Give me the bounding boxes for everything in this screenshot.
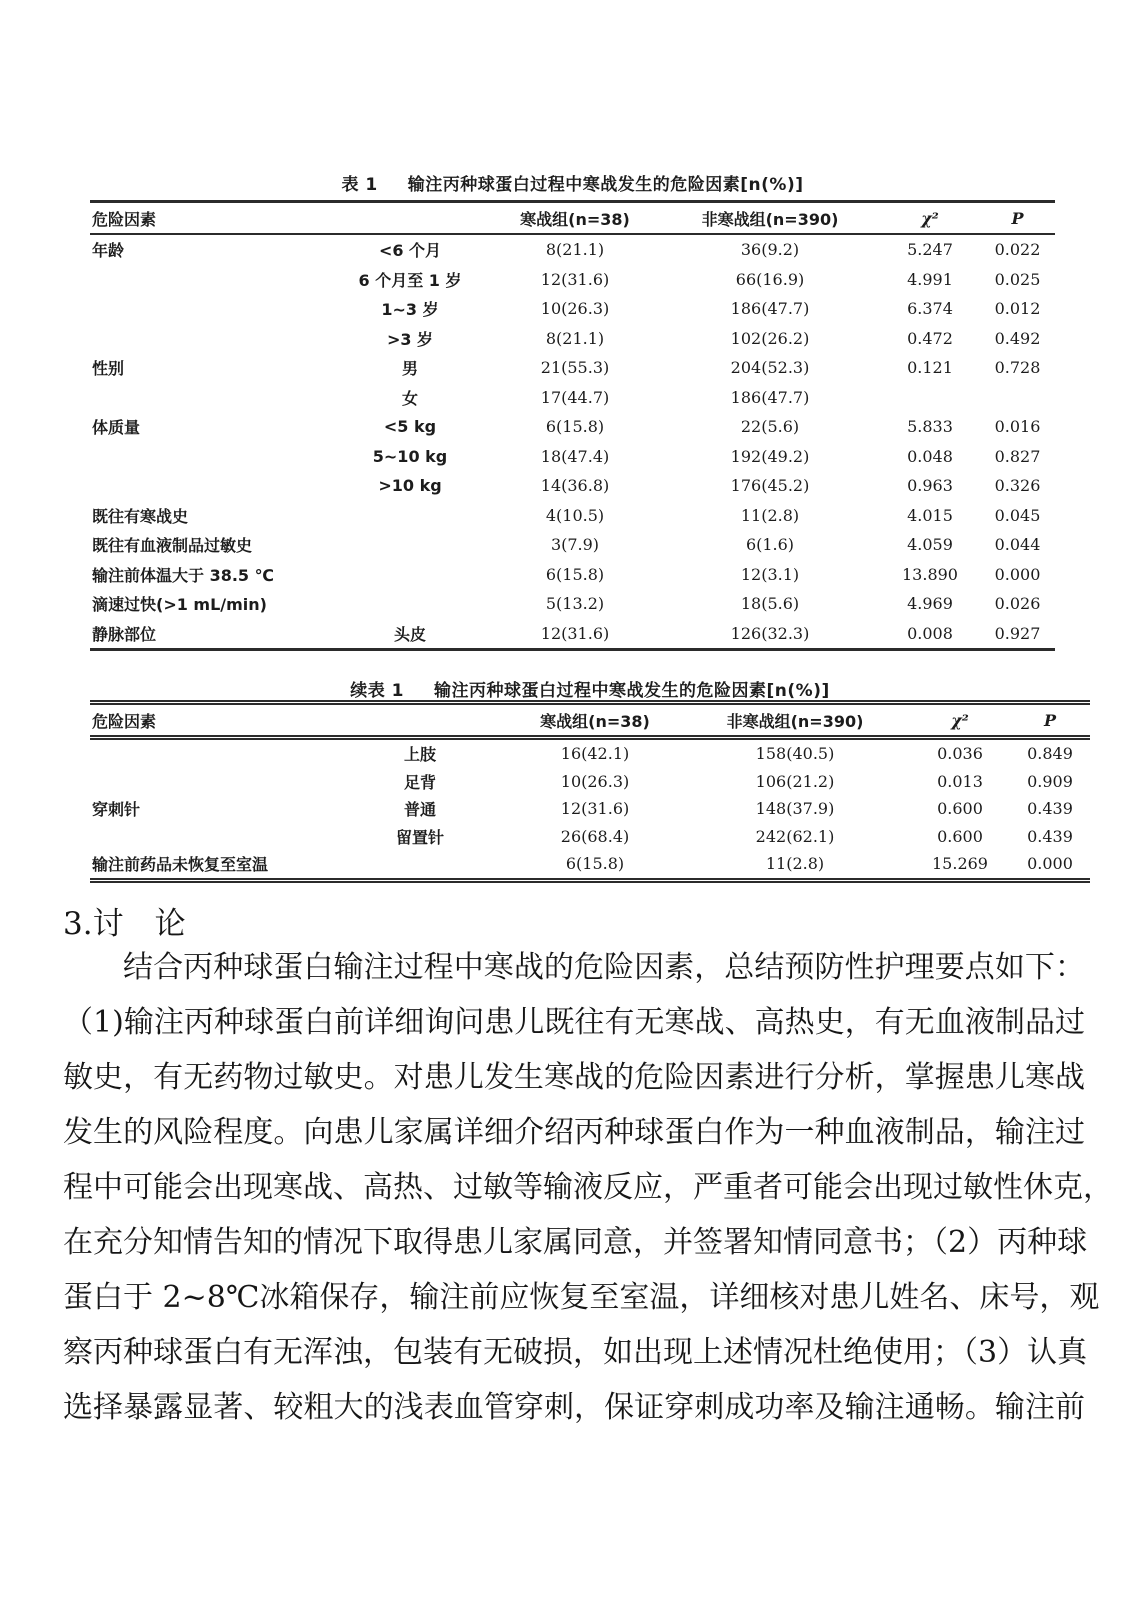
cell-nonchill-group: 18(5.6) <box>740 594 800 614</box>
cell-nonchill-group: 176(45.2) <box>730 476 810 496</box>
cell-chill-group: 8(21.1) <box>545 240 605 260</box>
cell-chi-square: 0.048 <box>907 446 953 466</box>
table1-header-chill-group: 寒战组(n=38) <box>520 209 630 229</box>
cell-nonchill-group: 204(52.3) <box>730 358 810 378</box>
table2-header-nonchill-group: 非寒战组(n=390) <box>726 711 864 731</box>
cell-p-value: 0.439 <box>1027 826 1073 846</box>
cell-chill-group: 16(42.1) <box>560 744 630 764</box>
cell-subcategory: 上肢 <box>403 745 436 765</box>
paragraph-line: 结合丙种球蛋白输注过程中寒战的危险因素，总结预防性护理要点如下： <box>123 950 1085 985</box>
cell-p-value: 0.025 <box>994 269 1041 289</box>
cell-chi-square <box>880 383 980 413</box>
cell-chi-square: 0.963 <box>907 476 953 496</box>
cell-factor: 滴速过快(>1 mL/min) <box>92 595 267 615</box>
table2-caption <box>90 676 1090 701</box>
paragraph-line: （1)输注丙种球蛋白前详细询问患儿既往有无寒战、高热史，有无血液制品过 <box>63 1005 1085 1040</box>
cell-subcategory <box>330 850 510 880</box>
cell-chill-group: 10(26.3) <box>540 299 610 319</box>
cell-nonchill-group: 12(3.1) <box>740 564 800 584</box>
table-row <box>90 823 1090 851</box>
cell-subcategory: 1~3 岁 <box>381 300 439 320</box>
risk-factor-table-continued <box>90 700 1090 883</box>
table1-header-nonchill-group: 非寒战组(n=390) <box>701 209 839 229</box>
cell-subcategory: 留置针 <box>395 827 444 847</box>
cell-factor: 既往有寒战史 <box>92 506 189 526</box>
cell-nonchill-group: 36(9.2) <box>740 240 800 260</box>
table1-caption <box>90 170 1055 195</box>
paragraph-line: 察丙种球蛋白有无浑浊，包装有无破损，如出现上述情况杜绝使用；（3）认真 <box>63 1335 1088 1370</box>
cell-chill-group: 6(15.8) <box>565 854 625 874</box>
cell-nonchill-group: 11(2.8) <box>740 505 800 525</box>
cell-factor <box>90 383 330 413</box>
table2-header-row <box>90 703 1090 738</box>
table-row <box>90 589 1055 619</box>
cell-nonchill-group: 126(32.3) <box>730 623 810 643</box>
cell-chill-group: 21(55.3) <box>540 358 610 378</box>
cell-chi-square: 0.013 <box>937 771 983 791</box>
table1-header-chi-square: χ² <box>921 208 939 228</box>
table-row <box>90 234 1055 265</box>
cell-factor: 既往有血液制品过敏史 <box>92 536 253 556</box>
table-row <box>90 353 1055 383</box>
section-heading-discussion: 3.讨 论 <box>63 906 186 942</box>
cell-factor <box>90 823 330 851</box>
cell-chill-group: 12(31.6) <box>560 799 630 819</box>
cell-factor <box>90 738 330 768</box>
cell-chi-square: 0.036 <box>937 744 983 764</box>
cell-factor <box>90 442 330 472</box>
cell-factor <box>90 768 330 796</box>
cell-chi-square: 4.015 <box>907 505 953 525</box>
table1-header-p-value: P <box>1011 208 1024 228</box>
table-row <box>90 412 1055 442</box>
cell-subcategory <box>330 560 490 590</box>
cell-subcategory <box>330 501 490 531</box>
cell-factor: 穿刺针 <box>92 800 141 820</box>
cell-nonchill-group: 106(21.2) <box>755 771 835 791</box>
cell-p-value <box>980 383 1055 413</box>
paragraph-line: 在充分知情告知的情况下取得患儿家属同意，并签署知情同意书；（2）丙种球 <box>63 1225 1088 1260</box>
cell-factor: 输注前体温大于 38.5 ℃ <box>92 565 274 585</box>
cell-subcategory: <5 kg <box>383 417 437 437</box>
cell-subcategory: 足背 <box>403 772 436 792</box>
cell-chi-square: 5.833 <box>907 417 953 437</box>
cell-nonchill-group: 158(40.5) <box>755 744 835 764</box>
cell-chi-square: 13.890 <box>902 564 958 584</box>
cell-factor <box>90 471 330 501</box>
cell-subcategory <box>330 530 490 560</box>
cell-nonchill-group: 22(5.6) <box>740 417 800 437</box>
cell-chi-square: 6.374 <box>907 299 953 319</box>
table1-header-factor: 危险因素 <box>92 209 157 229</box>
table2-header-p-value: P <box>1043 710 1057 730</box>
cell-p-value: 0.849 <box>1027 744 1073 764</box>
table-row <box>90 768 1090 796</box>
cell-chill-group: 4(10.5) <box>545 505 605 525</box>
table1-header-subcategory <box>330 202 490 235</box>
cell-chi-square: 4.969 <box>907 594 953 614</box>
cell-p-value: 0.026 <box>994 594 1041 614</box>
table-row <box>90 795 1090 823</box>
table1-caption-label: 表 1 <box>341 175 378 195</box>
cell-nonchill-group: 6(1.6) <box>745 535 795 555</box>
cell-p-value: 0.000 <box>1027 854 1073 874</box>
cell-p-value: 0.012 <box>994 299 1041 319</box>
cell-p-value: 0.492 <box>994 328 1041 348</box>
cell-factor: 输注前药品未恢复至室温 <box>92 855 269 875</box>
table-row <box>90 530 1055 560</box>
cell-factor <box>90 324 330 354</box>
cell-factor: 静脉部位 <box>92 624 157 644</box>
cell-chill-group: 5(13.2) <box>545 594 605 614</box>
table-row <box>90 738 1090 768</box>
paragraph-line: 选择暴露显著、较粗大的浅表血管穿刺，保证穿刺成功率及输注通畅。输注前 <box>63 1390 1085 1425</box>
discussion-paragraph <box>63 940 1113 1435</box>
risk-factor-table-1 <box>90 200 1055 651</box>
cell-subcategory: >3 岁 <box>386 329 434 349</box>
cell-nonchill-group: 102(26.2) <box>730 328 810 348</box>
cell-subcategory: 5~10 kg <box>372 446 448 466</box>
cell-chill-group: 6(15.8) <box>545 564 605 584</box>
cell-chi-square: 15.269 <box>932 854 988 874</box>
table-row <box>90 324 1055 354</box>
cell-chill-group: 6(15.8) <box>545 417 605 437</box>
table1-header-row <box>90 202 1055 235</box>
table-row <box>90 560 1055 590</box>
cell-nonchill-group: 186(47.7) <box>730 299 810 319</box>
cell-chill-group: 10(26.3) <box>560 771 630 791</box>
cell-factor <box>90 265 330 295</box>
cell-factor: 体质量 <box>92 418 141 438</box>
cell-chi-square: 0.121 <box>907 358 953 378</box>
cell-p-value: 0.022 <box>994 240 1041 260</box>
cell-chill-group: 14(36.8) <box>540 476 610 496</box>
table2-header-chill-group: 寒战组(n=38) <box>540 711 650 731</box>
paragraph-line: 敏史，有无药物过敏史。对患儿发生寒战的危险因素进行分析，掌握患儿寒战 <box>63 1060 1085 1095</box>
paragraph-line: 蛋白于 2~8℃冰箱保存，输注前应恢复至室温，详细核对患儿姓名、床号，观 <box>63 1280 1100 1315</box>
cell-nonchill-group: 186(47.7) <box>730 387 810 407</box>
cell-chill-group: 12(31.6) <box>540 623 610 643</box>
cell-factor: 性别 <box>92 359 125 379</box>
cell-chill-group: 18(47.4) <box>540 446 610 466</box>
cell-chi-square: 0.472 <box>907 328 953 348</box>
cell-subcategory: <6 个月 <box>378 241 442 261</box>
cell-chi-square: 5.247 <box>907 240 953 260</box>
cell-nonchill-group: 192(49.2) <box>730 446 810 466</box>
cell-p-value: 0.439 <box>1027 799 1073 819</box>
table1-caption-title: 输注丙种球蛋白过程中寒战发生的危险因素[n(%)] <box>407 175 804 195</box>
cell-subcategory: 女 <box>401 388 418 408</box>
cell-p-value: 0.045 <box>994 505 1041 525</box>
cell-nonchill-group: 66(16.9) <box>735 269 805 289</box>
cell-subcategory: 男 <box>401 359 418 379</box>
cell-chi-square: 4.059 <box>907 535 953 555</box>
cell-chill-group: 8(21.1) <box>545 328 605 348</box>
table-row <box>90 850 1090 880</box>
cell-chill-group: 12(31.6) <box>540 269 610 289</box>
cell-nonchill-group: 242(62.1) <box>755 826 835 846</box>
cell-chill-group: 3(7.9) <box>550 535 600 555</box>
table-row <box>90 265 1055 295</box>
table-row <box>90 619 1055 650</box>
table2-caption-label: 续表 1 <box>350 681 405 701</box>
cell-subcategory: 普通 <box>403 800 436 820</box>
cell-p-value: 0.044 <box>994 535 1041 555</box>
cell-p-value: 0.326 <box>994 476 1041 496</box>
table2-header-subcategory <box>330 703 510 738</box>
table-row <box>90 442 1055 472</box>
cell-chi-square: 0.600 <box>937 799 983 819</box>
cell-chi-square: 0.600 <box>937 826 983 846</box>
table2-caption-title: 输注丙种球蛋白过程中寒战发生的危险因素[n(%)] <box>434 681 830 701</box>
paragraph-line: 发生的风险程度。向患儿家属详细介绍丙种球蛋白作为一种血液制品，输注过 <box>63 1115 1085 1150</box>
cell-p-value: 0.016 <box>994 417 1041 437</box>
paragraph-line: 程中可能会出现寒战、高热、过敏等输液反应，严重者可能会出现过敏性休克， <box>63 1170 1113 1205</box>
cell-subcategory <box>330 589 490 619</box>
cell-p-value: 0.000 <box>994 564 1041 584</box>
cell-p-value: 0.927 <box>994 623 1041 643</box>
table-row <box>90 383 1055 413</box>
cell-chill-group: 26(68.4) <box>560 826 630 846</box>
table-row <box>90 471 1055 501</box>
cell-factor <box>90 294 330 324</box>
cell-p-value: 0.827 <box>994 446 1041 466</box>
cell-chi-square: 0.008 <box>907 623 953 643</box>
table-row <box>90 294 1055 324</box>
cell-factor: 年龄 <box>92 241 125 261</box>
cell-subcategory: >10 kg <box>378 476 442 496</box>
table2-header-factor: 危险因素 <box>92 711 157 731</box>
cell-chi-square: 4.991 <box>907 269 953 289</box>
table-row <box>90 501 1055 531</box>
cell-p-value: 0.909 <box>1027 771 1073 791</box>
table2-header-chi-square: χ² <box>951 710 969 730</box>
cell-nonchill-group: 11(2.8) <box>765 854 825 874</box>
cell-subcategory: 6 个月至 1 岁 <box>358 270 462 290</box>
cell-subcategory: 头皮 <box>393 624 426 644</box>
cell-p-value: 0.728 <box>994 358 1041 378</box>
cell-chill-group: 17(44.7) <box>540 387 610 407</box>
cell-nonchill-group: 148(37.9) <box>755 799 835 819</box>
